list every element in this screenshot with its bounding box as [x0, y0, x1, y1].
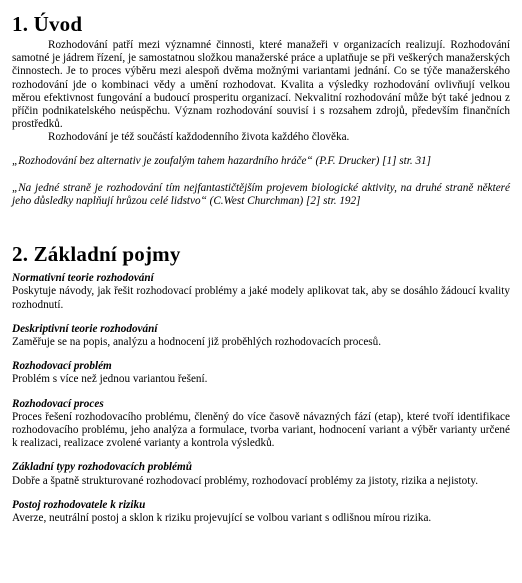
heading-uvod: 1. Úvod	[12, 12, 83, 36]
term-normativni-teorie	[12, 272, 510, 312]
intro-paragraph-2: Rozhodování je též součástí každodenního života každého člověka.	[48, 131, 350, 144]
term-description: Poskytuje návody, jak řešit rozhodovací problémy a jaké modely aplikovat tak, aby se dosáhlo žádoucí kvality rozhodnutí.	[12, 285, 510, 311]
term-zakladni-typy	[12, 461, 510, 487]
term-title: Normativní teorie rozhodování	[12, 272, 154, 285]
term-title: Rozhodovací problém	[12, 360, 112, 373]
document-page	[12, 12, 510, 536]
term-description: Zaměřuje se na popis, analýzu a hodnocení již proběhlých rozhodovacích procesů.	[12, 336, 382, 349]
heading-zakladni-pojmy: 2. Základní pojmy	[12, 242, 181, 267]
term-description: Averze, neutrální postoj a sklon k riziku projevující se volbou variant s odlišnou mírou rizika.	[12, 512, 432, 525]
term-description: Problém s více než jednou variantou řešení.	[12, 373, 208, 386]
term-postoj-k-riziku	[12, 499, 510, 525]
term-title: Rozhodovací proces	[12, 397, 104, 410]
quote-drucker: „Rozhodování bez alternativ je zoufalým tahem hazardního hráče“ (P.F. Drucker) [1] str. 31]	[12, 154, 431, 167]
term-rozhodovaci-proces	[12, 398, 510, 451]
term-description: Proces řešení rozhodovacího problému, členěný do více časově návazných fází (etap), které tvoří identifikace rozhodovacího problému, jeho analýza a formulace, tvorba variant, hodnocení variant a výběr varianty určené k realizaci, realizace zvolené varianty a kontrola výsledků.	[12, 410, 510, 450]
term-title: Deskriptivní teorie rozhodování	[12, 322, 158, 335]
terms-list	[12, 272, 510, 525]
term-rozhodovaci-problem	[12, 360, 510, 386]
quote-churchman: „Na jedné straně je rozhodování tím nejfantastičtějším projevem biologické aktivity, na druhé straně některé jeho důsledky naplňují hrůzou celé lidstvo“ (C.West Churchman) [2] str. 192]	[12, 181, 510, 208]
intro-paragraph: Rozhodování patří mezi významné činnosti, které manažeři v organizacích realizují. Rozhodování samotné je jádrem řízení, je samostatnou složkou manažerské práce a uplatňuje se při veškerých manažerských činnostech. Je to proces výběru mezi alespoň dvěma možnými variantami jednání. Co se týče manažerského rozhodování jde o kombinaci vědy a umění rozhodovat. Kvalita a výsledky rozhodování ovlivňují velkou měrou efektivnost fungování a budoucí prosperitu organizací. Nekvalitní rozhodování může být také jednou z příčin podnikatelského neúspěchu. Význam rozhodování souvisí i s rozsahem zdrojů, především finančních prostředků.	[12, 39, 510, 131]
term-deskriptivni-teorie	[12, 323, 510, 349]
term-description: Dobře a špatně strukturované rozhodovací problémy, rozhodovací problémy za jistoty, rizika a nejistoty.	[12, 474, 478, 487]
term-title: Postoj rozhodovatele k riziku	[12, 498, 146, 511]
term-title: Základní typy rozhodovacích problémů	[12, 461, 192, 474]
